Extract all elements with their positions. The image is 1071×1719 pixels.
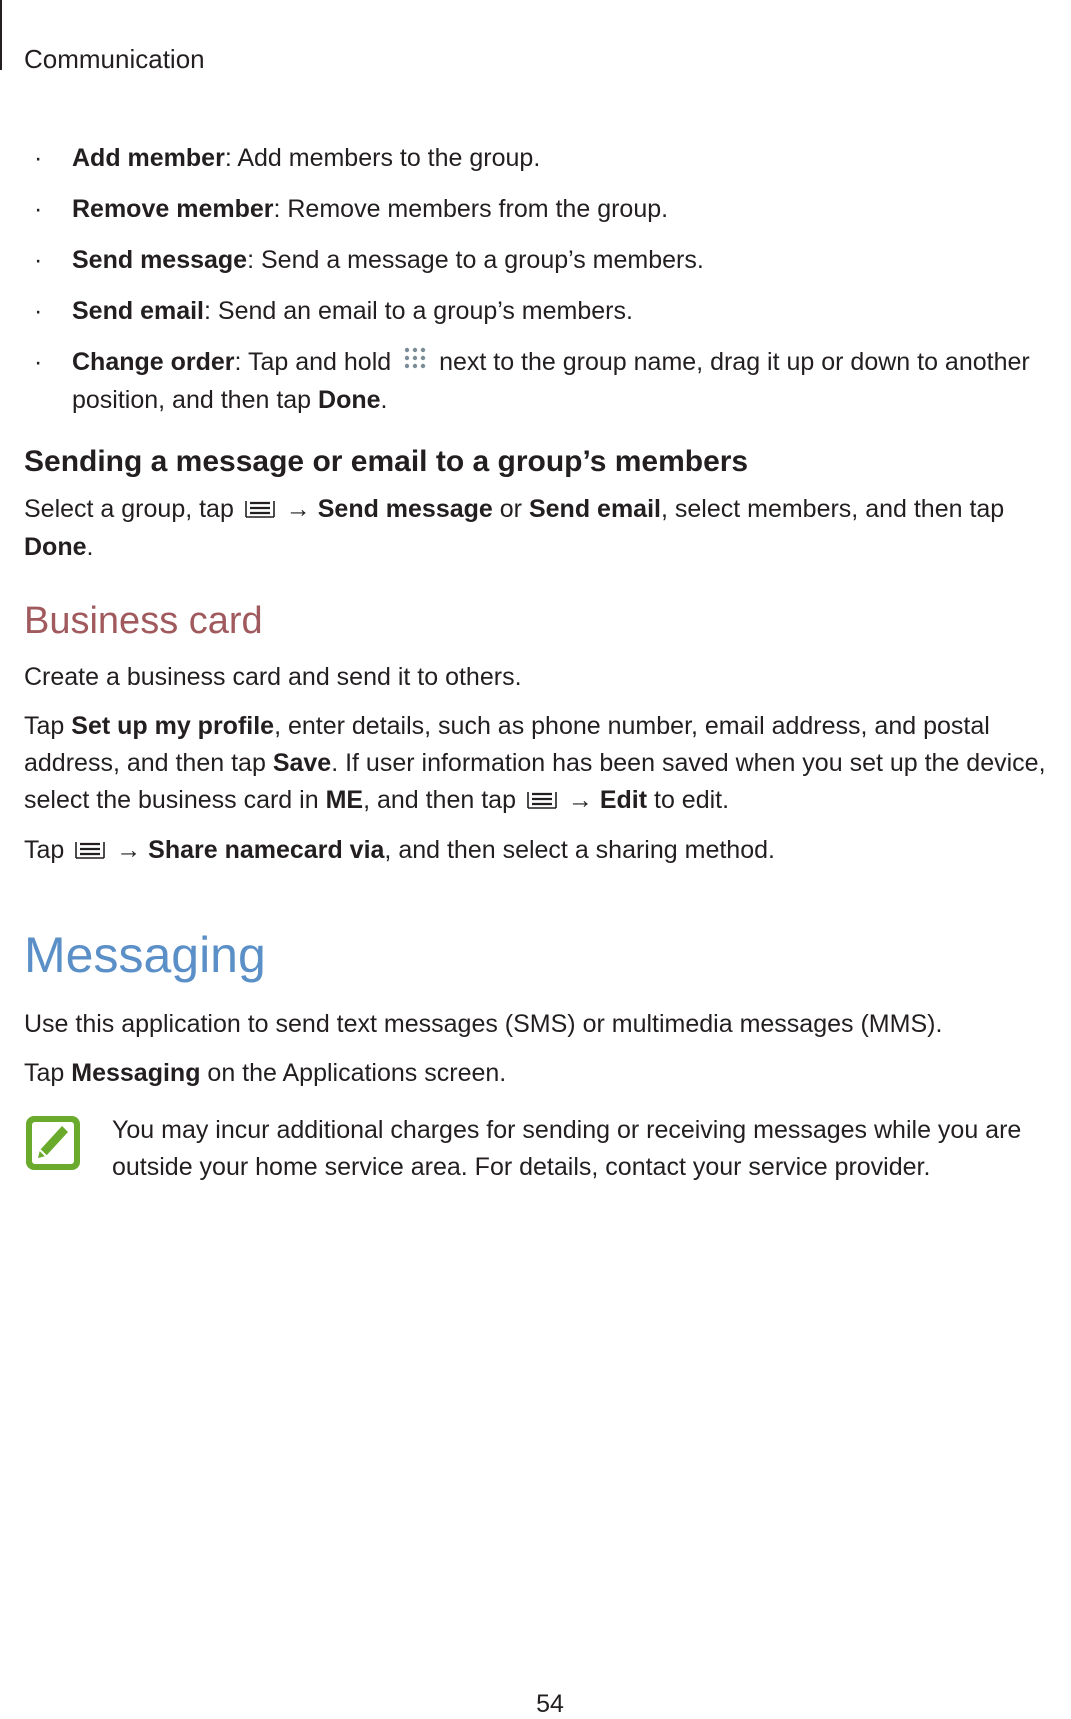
- group-options-list: [24, 140, 1064, 419]
- option-term: Change order: [72, 348, 235, 376]
- messaging-intro: Use this application to send text messages (SMS) or multimedia messages (MMS).: [24, 1009, 943, 1038]
- page-content: [24, 140, 1064, 1186]
- note-text: You may incur additional charges for sending or receiving messages while you are outside your home service area. For details, contact your service provider.: [112, 1115, 1022, 1181]
- option-term: Send message: [72, 246, 248, 274]
- option-term: Remove member: [72, 195, 274, 223]
- section-heading: Business card: [24, 599, 263, 642]
- sending-instructions: Select a group, tap → Send message or Send email, select members, and then tap Done.: [24, 491, 1064, 566]
- menu-icon: [245, 492, 275, 529]
- list-item: · Send email: Send an email to a group’s members.: [34, 297, 633, 325]
- chapter-heading: Messaging: [24, 926, 266, 983]
- business-card-share: Tap → Share namecard via, and then select a sharing method.: [24, 832, 1064, 870]
- list-item: · Remove member: Remove members from the group.: [34, 195, 669, 223]
- option-desc: : Add members to the group.: [224, 144, 541, 172]
- menu-icon: [527, 783, 557, 820]
- option-desc: : Send a message to a group’s members.: [247, 246, 704, 274]
- option-term: Send email: [72, 297, 204, 325]
- running-header: Communication: [24, 44, 205, 74]
- option-desc: : Remove members from the group.: [273, 195, 669, 223]
- option-desc: : Send an email to a group’s members.: [204, 297, 633, 325]
- grip-icon: [402, 345, 428, 382]
- page-edge-rule: [0, 0, 2, 70]
- business-card-intro: Create a business card and send it to others.: [24, 662, 522, 691]
- menu-icon: [75, 833, 105, 870]
- option-term: Add member: [72, 144, 225, 172]
- subsection-heading: Sending a message or email to a group’s members: [24, 444, 749, 478]
- list-item: · Send message: Send a message to a group’s members.: [34, 246, 704, 274]
- note-icon: [24, 1114, 82, 1183]
- page-number: 54: [536, 1690, 564, 1718]
- messaging-launch: Tap Messaging on the Applications screen.: [24, 1058, 507, 1087]
- note-box: [24, 1112, 1064, 1186]
- list-item: · Change order: Tap and hold next to the group name, drag it up or down to another position, and then tap Done.: [24, 344, 1064, 419]
- list-item: · Add member: Add members to the group.: [34, 144, 541, 172]
- business-card-setup: Tap Set up my profile, enter details, such as phone number, email address, and postal address, and then tap Save. If user information has been saved when you set up the device, select the business card in ME, and then tap → Edit to edit.: [24, 708, 1064, 820]
